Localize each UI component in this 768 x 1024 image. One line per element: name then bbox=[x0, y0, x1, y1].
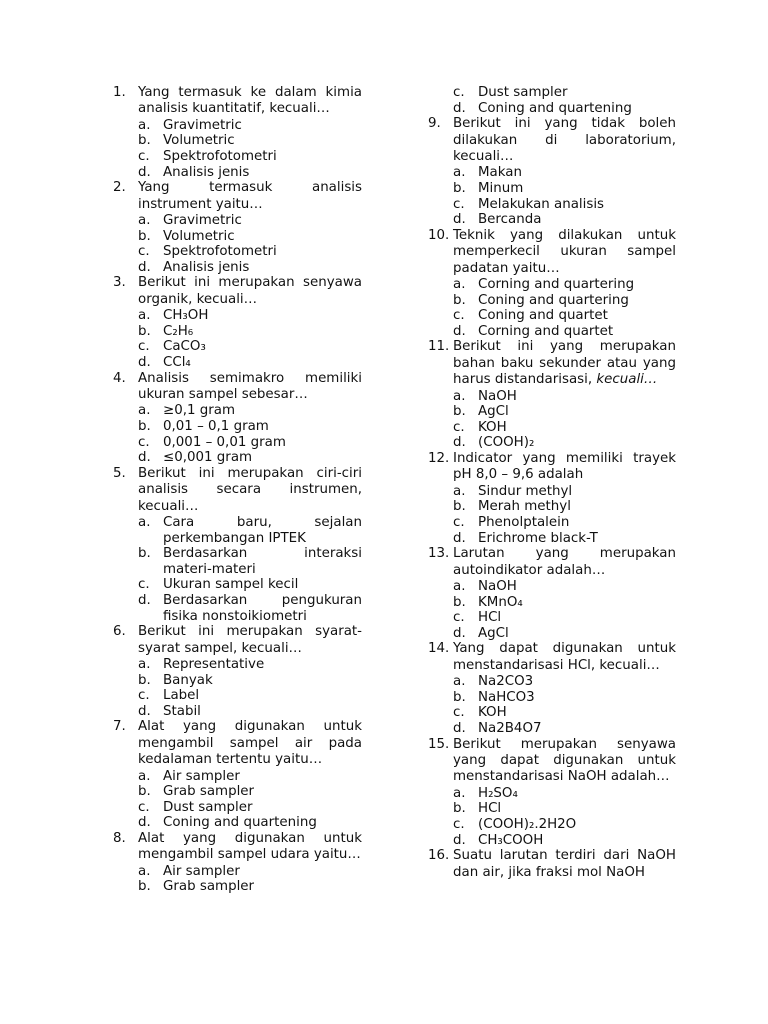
question-text bbox=[453, 737, 676, 786]
answer-option bbox=[113, 688, 362, 704]
question-stem bbox=[428, 546, 676, 579]
question-7 bbox=[113, 719, 362, 831]
question-text bbox=[138, 466, 362, 515]
question-text bbox=[453, 116, 676, 165]
option-letter: b. bbox=[138, 784, 151, 800]
answer-option bbox=[113, 324, 362, 340]
question-stem bbox=[428, 848, 676, 881]
option-letter: c. bbox=[138, 434, 150, 450]
answer-option bbox=[113, 769, 362, 785]
answer-option bbox=[428, 277, 676, 293]
option-text: Ukuran sampel kecil bbox=[163, 577, 299, 593]
question-number: 7. bbox=[113, 719, 126, 735]
option-text: ≥0,1 gram bbox=[163, 403, 236, 419]
option-text: Label bbox=[163, 688, 200, 704]
option-text: Stabil bbox=[163, 703, 201, 719]
option-text: Erichrome black-T bbox=[478, 530, 598, 546]
option-text: Gravimetric bbox=[163, 213, 242, 228]
answer-option bbox=[428, 801, 676, 817]
question-stem bbox=[113, 275, 362, 308]
option-letter: c. bbox=[138, 799, 150, 815]
option-letter: c. bbox=[453, 85, 465, 100]
option-text: Corning and quartering bbox=[478, 277, 635, 292]
option-letter: d. bbox=[138, 354, 151, 370]
option-text: NaOH bbox=[478, 388, 517, 404]
question-number: 11. bbox=[428, 339, 450, 355]
option-letter: d. bbox=[138, 592, 151, 608]
answer-option bbox=[428, 420, 676, 436]
option-letter: c. bbox=[453, 816, 465, 832]
question-text bbox=[138, 275, 362, 308]
option-text: Representative bbox=[163, 656, 265, 672]
option-letter: a. bbox=[138, 308, 151, 324]
option-text: HCl bbox=[478, 610, 502, 626]
question-text bbox=[453, 451, 676, 484]
answer-option bbox=[428, 626, 676, 642]
option-text: KOH bbox=[478, 419, 507, 435]
question-text bbox=[138, 624, 362, 657]
answer-option bbox=[113, 657, 362, 673]
option-letter: c. bbox=[453, 514, 465, 530]
option-letter: a. bbox=[138, 213, 151, 228]
option-letter: c. bbox=[453, 610, 465, 626]
question-text bbox=[453, 848, 676, 881]
option-letter: a. bbox=[453, 277, 466, 292]
answer-option bbox=[113, 546, 362, 577]
answer-option bbox=[113, 213, 362, 229]
answer-option bbox=[113, 577, 362, 593]
option-text: Banyak bbox=[163, 672, 213, 688]
question-1 bbox=[113, 85, 362, 180]
question-text-main: Berikut ini yang tidak boleh dilakukan di laboratorium, kecuali… bbox=[453, 116, 676, 164]
question-stem bbox=[113, 719, 362, 768]
option-text: Cara baru, sejalan perkembangan IPTEK bbox=[163, 514, 362, 546]
option-text: Air sampler bbox=[163, 863, 240, 879]
option-text: Volumetric bbox=[163, 133, 235, 149]
option-letter: c. bbox=[138, 149, 150, 164]
answer-option bbox=[113, 815, 362, 831]
answer-option bbox=[428, 515, 676, 531]
answer-option bbox=[428, 579, 676, 595]
question-text-main: Yang termasuk ke dalam kimia analisis kuantitatif, kecuali… bbox=[138, 85, 362, 117]
question-stem bbox=[113, 466, 362, 515]
option-letter: b. bbox=[453, 404, 466, 420]
option-text: Melakukan analisis bbox=[478, 196, 605, 212]
question-text bbox=[138, 719, 362, 768]
question-number: 1. bbox=[113, 85, 126, 100]
answer-option bbox=[113, 450, 362, 466]
option-letter: b. bbox=[453, 181, 466, 196]
question-number: 12. bbox=[428, 450, 450, 466]
answer-option bbox=[113, 165, 362, 181]
question-14 bbox=[428, 641, 676, 736]
option-text: Sindur methyl bbox=[478, 483, 573, 499]
answer-option bbox=[113, 864, 362, 880]
option-letter: b. bbox=[453, 689, 466, 705]
question-number: 14. bbox=[428, 641, 450, 657]
question-number: 13. bbox=[428, 546, 450, 562]
option-letter: d. bbox=[138, 815, 151, 831]
answer-option bbox=[113, 403, 362, 419]
question-stem bbox=[113, 180, 362, 213]
question-text-main: Yang dapat digunakan untuk menstandarisasi HCl, kecuali… bbox=[453, 641, 676, 673]
question-stem bbox=[113, 85, 362, 118]
option-letter: c. bbox=[138, 339, 150, 355]
answer-option bbox=[113, 260, 362, 276]
question-stem bbox=[113, 831, 362, 864]
answer-option bbox=[113, 244, 362, 260]
option-letter: a. bbox=[138, 117, 151, 133]
question-text bbox=[453, 546, 676, 579]
question-text-main: Larutan yang merupakan autoindikator adalah… bbox=[453, 546, 676, 578]
option-letter: c. bbox=[453, 705, 465, 721]
question-number: 2. bbox=[113, 180, 126, 196]
option-text: Na2CO3 bbox=[478, 674, 534, 690]
option-text: Air sampler bbox=[163, 768, 240, 784]
question-11 bbox=[428, 339, 676, 451]
answer-option bbox=[428, 293, 676, 309]
question-text-main: Berikut ini merupakan ciri-ciri analisis secara instrumen, kecuali… bbox=[138, 465, 362, 514]
option-text: Minum bbox=[478, 181, 524, 196]
question-text bbox=[138, 85, 362, 118]
option-text: KMnO₄ bbox=[478, 594, 523, 610]
question-text-italic: kecuali… bbox=[596, 372, 658, 388]
option-letter: a. bbox=[453, 578, 466, 594]
answer-option bbox=[113, 704, 362, 720]
question-stem bbox=[428, 116, 676, 165]
answer-option bbox=[113, 784, 362, 800]
option-letter: b. bbox=[138, 672, 151, 688]
answer-option bbox=[113, 149, 362, 165]
option-text: Spektrofotometri bbox=[163, 244, 277, 260]
answer-option bbox=[428, 101, 676, 117]
question-number: 4. bbox=[113, 370, 126, 386]
option-letter: d. bbox=[453, 212, 466, 228]
answer-option bbox=[113, 419, 362, 435]
right-column bbox=[428, 85, 676, 881]
question-text-main: Alat yang digunakan untuk mengambil sampel air pada kedalaman tertentu yaitu… bbox=[138, 719, 362, 768]
option-letter: a. bbox=[453, 785, 466, 801]
answer-option bbox=[428, 786, 676, 802]
question-stem bbox=[428, 737, 676, 786]
option-letter: a. bbox=[138, 863, 151, 879]
option-text: NaOH bbox=[478, 578, 517, 594]
question-number: 10. bbox=[428, 227, 450, 243]
answer-option bbox=[113, 339, 362, 355]
answer-option bbox=[113, 118, 362, 134]
option-text: Grab sampler bbox=[163, 784, 255, 800]
option-letter: c. bbox=[138, 688, 150, 704]
question-12 bbox=[428, 451, 676, 546]
option-text: (COOH)₂ bbox=[478, 435, 535, 451]
option-letter: b. bbox=[453, 499, 466, 515]
question-5 bbox=[113, 466, 362, 624]
question-stem bbox=[428, 641, 676, 674]
option-text: AgCl bbox=[478, 625, 509, 641]
question-text bbox=[453, 339, 676, 388]
option-letter: b. bbox=[453, 801, 466, 817]
option-letter: c. bbox=[453, 419, 465, 435]
option-letter: a. bbox=[453, 674, 466, 690]
answer-option bbox=[428, 181, 676, 197]
option-text: Analisis jenis bbox=[163, 164, 250, 180]
option-letter: a. bbox=[138, 514, 151, 530]
question-text-main: Yang termasuk analisis instrument yaitu… bbox=[138, 180, 362, 212]
option-text: C₂H₆ bbox=[163, 323, 194, 339]
question-text-main: Berikut merupakan senyawa yang dapat digunakan untuk menstandarisasi NaOH adalah… bbox=[453, 736, 676, 785]
question-16 bbox=[428, 848, 676, 881]
option-text: Analisis jenis bbox=[163, 259, 250, 275]
option-text: Coning and quartening bbox=[163, 815, 317, 831]
option-text: Bercanda bbox=[478, 212, 542, 228]
option-letter: c. bbox=[453, 196, 465, 212]
answer-option bbox=[428, 435, 676, 451]
question-10 bbox=[428, 228, 676, 340]
option-text: Gravimetric bbox=[163, 117, 242, 133]
option-text: Coning and quartet bbox=[478, 308, 608, 324]
question-number: 5. bbox=[113, 465, 126, 481]
option-text: ≤0,001 gram bbox=[163, 450, 253, 466]
option-text: Dust sampler bbox=[478, 85, 568, 100]
answer-option bbox=[428, 197, 676, 213]
question-9 bbox=[428, 116, 676, 228]
question-text-main: Berikut ini merupakan senyawa organik, kecuali… bbox=[138, 275, 362, 307]
option-letter: d. bbox=[453, 435, 466, 451]
question-15 bbox=[428, 737, 676, 849]
answer-option bbox=[113, 133, 362, 149]
answer-option bbox=[428, 705, 676, 721]
option-text: KOH bbox=[478, 705, 507, 721]
answer-option bbox=[428, 324, 676, 340]
option-letter: b. bbox=[138, 546, 151, 562]
question-number: 16. bbox=[428, 848, 450, 864]
option-letter: c. bbox=[138, 244, 150, 260]
option-letter: a. bbox=[453, 483, 466, 499]
option-letter: b. bbox=[138, 323, 151, 339]
option-letter: b. bbox=[453, 594, 466, 610]
option-text: Corning and quartet bbox=[478, 323, 614, 339]
answer-option bbox=[428, 389, 676, 405]
option-letter: d. bbox=[453, 720, 466, 736]
option-text: HCl bbox=[478, 801, 502, 817]
question-text-main: Suatu larutan terdiri dari NaOH dan air, jika fraksi mol NaOH bbox=[453, 848, 676, 880]
question-2 bbox=[113, 180, 362, 275]
option-text: 0,001 – 0,01 gram bbox=[163, 434, 286, 450]
question-8 bbox=[113, 831, 362, 895]
option-text: 0,01 – 0,1 gram bbox=[163, 418, 269, 434]
option-letter: c. bbox=[138, 577, 150, 593]
answer-option bbox=[428, 610, 676, 626]
option-text: Grab sampler bbox=[163, 879, 255, 895]
option-text: Makan bbox=[478, 165, 522, 181]
question-6 bbox=[113, 624, 362, 719]
answer-option bbox=[113, 435, 362, 451]
question-text-main: Teknik yang dilakukan untuk memperkecil ukuran sampel padatan yaitu… bbox=[453, 227, 676, 276]
question-number: 9. bbox=[428, 116, 441, 132]
answer-option bbox=[428, 595, 676, 611]
question-text-main: Analisis semimakro memiliki ukuran sampel sebesar… bbox=[138, 370, 362, 402]
question-number: 3. bbox=[113, 275, 126, 291]
option-text: Dust sampler bbox=[163, 799, 253, 815]
option-letter: d. bbox=[138, 164, 151, 180]
question-text-main: Berikut ini yang merupakan bahan baku sekunder atau yang harus distandarisasi, bbox=[453, 339, 676, 388]
option-text: Berdasarkan interaksi materi-materi bbox=[163, 546, 362, 577]
question-text-main: Alat yang digunakan untuk mengambil sampel udara yaitu… bbox=[138, 830, 362, 863]
answer-option bbox=[113, 229, 362, 245]
answer-option bbox=[113, 879, 362, 895]
option-letter: d. bbox=[453, 832, 466, 848]
option-text: Coning and quartering bbox=[478, 292, 629, 308]
answer-option bbox=[428, 85, 676, 101]
option-letter: b. bbox=[138, 133, 151, 149]
answer-option bbox=[428, 404, 676, 420]
option-letter: c. bbox=[453, 308, 465, 324]
question-stem bbox=[428, 339, 676, 388]
question-4 bbox=[113, 371, 362, 466]
answer-option bbox=[428, 308, 676, 324]
question-text bbox=[453, 641, 676, 674]
answer-option bbox=[113, 800, 362, 816]
option-text: NaHCO3 bbox=[478, 689, 535, 705]
answer-option bbox=[113, 673, 362, 689]
option-letter: b. bbox=[453, 292, 466, 308]
question-stem bbox=[113, 624, 362, 657]
answer-option bbox=[428, 721, 676, 737]
question-13 bbox=[428, 546, 676, 641]
option-text: Spektrofotometri bbox=[163, 149, 277, 164]
option-letter: d. bbox=[453, 100, 466, 116]
question-text bbox=[138, 371, 362, 404]
option-letter: d. bbox=[138, 259, 151, 275]
option-letter: d. bbox=[453, 625, 466, 641]
option-text: AgCl bbox=[478, 404, 509, 420]
answer-option bbox=[428, 833, 676, 849]
option-letter: d. bbox=[453, 530, 466, 546]
option-text: Volumetric bbox=[163, 228, 235, 244]
option-letter: a. bbox=[138, 656, 151, 672]
question-number: 8. bbox=[113, 830, 126, 846]
question-stem bbox=[428, 228, 676, 277]
answer-option bbox=[113, 308, 362, 324]
question-number: 6. bbox=[113, 624, 126, 640]
answer-option bbox=[428, 531, 676, 547]
question-text bbox=[138, 180, 362, 213]
option-letter: d. bbox=[453, 323, 466, 339]
option-text: CH₃OH bbox=[163, 308, 209, 324]
question-text-main: Indicator yang memiliki trayek pH 8,0 – 9,6 adalah bbox=[453, 450, 676, 483]
option-text: CaCO₃ bbox=[163, 339, 206, 355]
answer-option bbox=[113, 593, 362, 624]
question-stem bbox=[428, 451, 676, 484]
left-column bbox=[113, 85, 362, 895]
option-letter: a. bbox=[453, 165, 466, 181]
question-text bbox=[453, 228, 676, 277]
option-text: Na2B4O7 bbox=[478, 720, 542, 736]
question-3 bbox=[113, 275, 362, 370]
question-number: 15. bbox=[428, 736, 450, 752]
option-letter: d. bbox=[138, 703, 151, 719]
answer-option bbox=[113, 355, 362, 371]
option-text: Coning and quartening bbox=[478, 100, 632, 116]
answer-option bbox=[428, 674, 676, 690]
question-text bbox=[138, 831, 362, 864]
option-text: CH₃COOH bbox=[478, 832, 544, 848]
option-letter: a. bbox=[138, 768, 151, 784]
option-text: Berdasarkan pengukuran fisika nonstoikiometri bbox=[163, 592, 362, 624]
option-text: Phenolptalein bbox=[478, 514, 570, 530]
answer-option bbox=[428, 690, 676, 706]
option-letter: b. bbox=[138, 228, 151, 244]
answer-option bbox=[428, 817, 676, 833]
answer-option bbox=[428, 499, 676, 515]
option-text: (COOH)₂.2H2O bbox=[478, 816, 577, 832]
question-text-main: Berikut ini merupakan syarat-syarat sampel, kecuali… bbox=[138, 624, 362, 656]
answer-option bbox=[113, 515, 362, 546]
option-letter: a. bbox=[138, 403, 151, 419]
option-text: CCl₄ bbox=[163, 354, 191, 370]
option-letter: a. bbox=[453, 388, 466, 404]
option-letter: b. bbox=[138, 418, 151, 434]
option-text: Merah methyl bbox=[478, 499, 571, 515]
answer-option bbox=[428, 484, 676, 500]
option-letter: d. bbox=[138, 450, 151, 466]
option-letter: b. bbox=[138, 879, 151, 895]
answer-option bbox=[428, 165, 676, 181]
question-stem bbox=[113, 371, 362, 404]
answer-option bbox=[428, 212, 676, 228]
option-text: H₂SO₄ bbox=[478, 785, 518, 801]
